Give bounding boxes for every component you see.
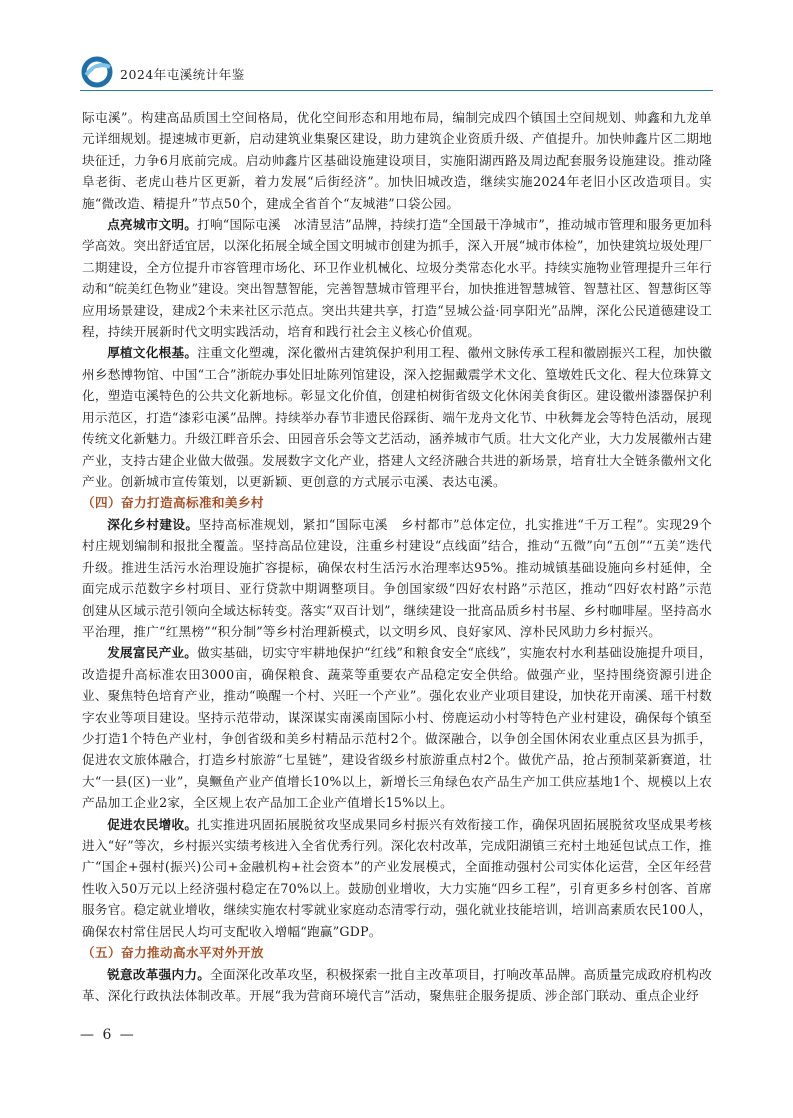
section-subheading: （五）奋力推动高水平对外开放 — [82, 945, 264, 961]
document-body — [82, 107, 712, 1006]
body-paragraph — [82, 214, 712, 342]
body-paragraph — [82, 514, 712, 642]
body-paragraph — [82, 342, 712, 492]
paragraph-lead: 促进农民增收。 — [107, 816, 198, 832]
paragraph-text: 坚持高标准规划，紧扣“国际屯溪 乡村都市”总体定位，扎实推进“千万工程”。实现29个村庄规划编制和报批全覆盖。坚持高品位建设，注重乡村建设“点线面”结合，推动“五微”向“五创”“五美”迭代升级。推进生活污水治理设施扩容提标，确保农村生活污水治理率达95%。推动城镇基础设施向乡村延伸，全面完成示范数字乡村项目、亚行贷款中期调整项目。争创国家级“四好农村路”示范区，推动“四好农村路”示范创建从区域示范引领向全域达标转变。落实“双百计划”，继续建设一批高品质乡村书屋、乡村咖啡屋。坚持高水平治理，推广“红黑榜”“积分制”等乡村治理新模式，以文明乡风、良好家风、淳朴民风助力乡村振兴。 — [82, 516, 713, 639]
page-header — [80, 50, 713, 98]
paragraph-text: 扎实推进巩固拓展脱贫攻坚成果同乡村振兴有效衔接工作，确保巩固拓展脱贫攻坚成果考核进入“好”等次，乡村振兴实绩考核进入全省优秀行列。深化农村改革，完成阳湖镇三充村土地延包试点工作，推广“国企+强村(振兴)公司+金融机构+社会资本”的产业发展模式，全面推动强村公司实体化运营，全区年经营性收入50万元以上经济强村稳定在70%以上。鼓励创业增收，大力实施“四乡工程”，引育更多乡村创客、首席服务官。稳定就业增收，继续实施农村零就业家庭动态清零行动，强化就业技能培训，培训高素质农民100人，确保农村常住居民人均可支配收入增幅“跑赢”GDP。 — [82, 816, 713, 939]
yearbook-logo-icon — [80, 55, 114, 89]
yearbook-title: 2024年屯溪统计年鉴 — [120, 67, 245, 82]
paragraph-lead: 发展富民产业。 — [107, 645, 198, 661]
paragraph-text: 际屯溪”。构建高品质国土空间格局，优化空间形态和用地布局，编制完成四个镇国土空间规划、帅鑫和九龙单元详细规划。提速城市更新，启动建筑业集聚区建设，助力建筑企业资质升级、产值提升。加快帅鑫片区二期地块征迁，力争6月底前完成。启动帅鑫片区基础设施建设项目，实施阳湖西路及周边配套服务设施建设。推动隆阜老街、老虎山巷片区更新，着力发展“后街经济”。加快旧城改造，继续实施2024年老旧小区改造项目。实施“微改造、精提升”节点50个，建成全省首个“友城港”口袋公园。 — [82, 110, 712, 211]
paragraph-text: 注重文化塑魂，深化徽州古建筑保护利用工程、徽州文脉传承工程和徽剧振兴工程，加快徽州乡愁博物馆、中国“工合”浙皖办事处旧址陈列馆建设，深入挖掘戴震学术文化、篁墩姓氏文化、程大位珠算文化，塑造屯溪特色的公共文化新地标。彰显文化价值，创建柏树街省级文化休闲美食街区。建设徽州漆器保护利用示范区，打造“漆彩屯溪”品牌。持续举办春节非遗民俗踩街、端午龙舟文化节、中秋舞龙会等特色活动，展现传统文化新魅力。升级江畔音乐会、田园音乐会等文艺活动，涵养城市气质。壮大文化产业，大力发展徽州古建产业，支持古建企业做大做强。发展数字文化产业，搭建人文经济融合共进的新场景，培育壮大全链条徽州文化产业。创新城市宣传策划，以更新颖、更创意的方式展示屯溪、表达屯溪。 — [82, 345, 713, 489]
header-rule — [80, 90, 713, 91]
body-paragraph — [82, 642, 712, 813]
paragraph-lead: 厚植文化根基。 — [107, 345, 198, 361]
paragraph-text: 全面深化改革攻坚，积极探索一批自主改革项目，打响改革品牌。高质量完成政府机构改革、深化行政执法体制改革。开展“我为营商环境代言”活动，聚焦驻企服务提质、涉企部门联动、重点企业纾 — [82, 966, 713, 1004]
section-subheading: （四）奋力打造高标准和美乡村 — [82, 495, 264, 511]
page-number: — 6 — — [80, 1027, 136, 1043]
body-paragraph — [82, 964, 712, 1007]
paragraph-lead: 锐意改革强内力。 — [107, 966, 211, 982]
paragraph-lead: 深化乡村建设。 — [107, 516, 199, 532]
body-paragraph — [82, 814, 712, 942]
paragraph-lead: 点亮城市文明。 — [107, 217, 198, 233]
paragraph-text: 打响“国际屯溪 冰清昱洁”品牌，持续打造“全国最干净城市”，推动城市管理和服务更加科学高效。突出舒适宜居，以深化拓展全域全国文明城市创建为抓手，深入开展“城市体检”，加快建筑垃圾处理厂二期建设，全方位提升市容管理市场化、环卫作业机械化、垃圾分类常态化水平。持续实施物业管理提升三年行动和“皖美红色物业”建设。突出智慧智能，完善智慧城市管理平台，加快推进智慧城管、智慧社区、智慧街区等应用场景建设，建成2个未来社区示范点。突出共建共享，打造“昱城公益·同享阳光”品牌，深化公民道德建设工程，持续开展新时代文明实践活动，培育和践行社会主义核心价值观。 — [82, 217, 712, 340]
body-paragraph — [82, 107, 712, 214]
paragraph-text: 做实基础，切实守牢耕地保护“红线”和粮食安全“底线”，实施农村水利基础设施提升项目，改造提升高标准农田3000亩，确保粮食、蔬菜等重要农产品稳定安全供给。做强产业，坚持围绕资源引进企业、聚焦特色培育产业，推动“唤醒一个村、兴旺一个产业”。强化农业产业项目建设，加快花开南溪、瑶干村数字农业等项目建设。坚持示范带动，谋深谋实南溪南国际小村、傍鹿运动小村等特色产业村建设，确保每个镇至少打造1个特色产业村，争创省级和美乡村精品示范村2个。做深融合，以争创全国休闲农业重点区县为抓手，促进农文旅体融合，打造乡村旅游“七星链”，建设省级乡村旅游重点村2个。做优产品，抢占预制菜新赛道，壮大“一县(区)一业”，臭鳜鱼产业产值增长10%以上，新增长三角绿色农产品生产加工供应基地1个、规模以上农产品加工企业2家，全区规上农产品加工企业产值增长15%以上。 — [82, 645, 712, 811]
